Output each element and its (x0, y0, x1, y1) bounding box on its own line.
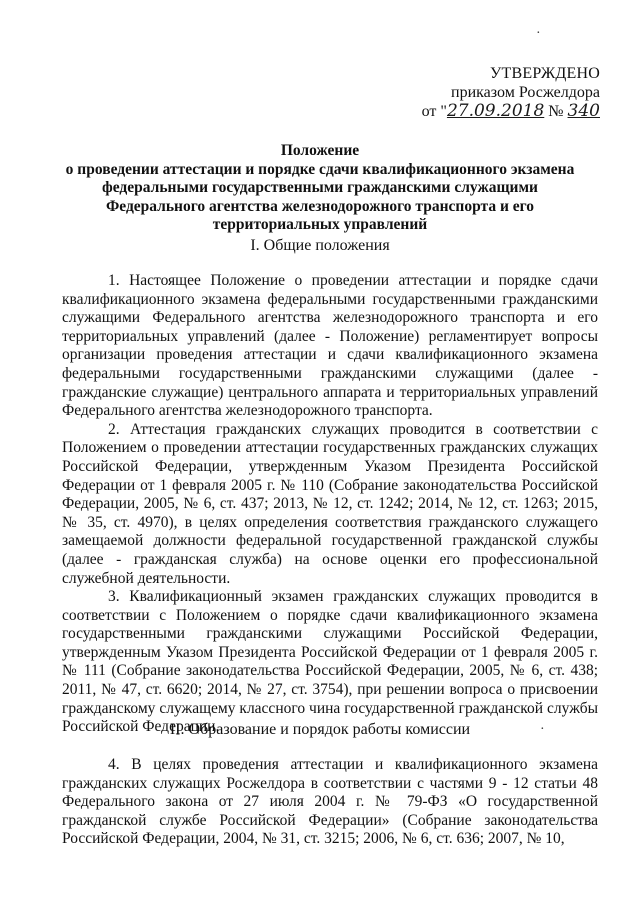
title-line-4: Федерального агентства железнодорожного транспорта и его (105, 197, 535, 215)
title-line-3: федеральными государственными гражданскими служащими (102, 179, 538, 196)
scan-speck: · (540, 722, 545, 737)
handwritten-number: 340 (567, 101, 600, 121)
handwritten-date: 27.09.2018 (446, 101, 545, 121)
number-prefix: № (544, 103, 568, 120)
approval-block (370, 64, 600, 121)
paragraph-2: 2. Аттестация гражданских служащих проводится в соответствии с Положением о проведении аттестации государственных гражданских служащих Российской Федерации, утвержденным Указом Президента Российской Федерации от 1 февраля 2005 г. № 110 (Собрание законодательства Российской Федерации, 2005, № 6, ст. 437; 2013, № 12, ст. 1242; 2014, № 12, ст. 1263; 2015, № 35, ст. 4970), в целях определения соответствия гражданского служащего замещаемой должности федеральной государственной гражданской службы (далее - гражданская служба) на основе оценки его профессиональной служебной деятельности. (62, 420, 598, 587)
section-1-body (62, 272, 598, 737)
approval-issuer: приказом Росжелдора (451, 84, 600, 101)
document-title (40, 142, 600, 235)
title-line-1: Положение (280, 142, 360, 159)
paragraph-3: 3. Квалификационный экзамен гражданских служащих проводится в соответствии с Положением о порядке сдачи квалификационного экзамена государственными гражданскими служащими Российской Федерации, утвержденным Указом Президента Российской Федерации от 1 февраля 2005 г. № 111 (Собрание законодательства Российской Федерации, 2005, № 6, ст. 438; 2011, № 47, ст. 6620; 2014, № 27, ст. 3754), при решении вопроса о присвоении гражданскому служащему классного чина государственной гражданской службы Российской Федерации. (62, 588, 598, 736)
section-heading-1: I. Общие положения (250, 237, 390, 254)
date-prefix: от " (421, 103, 447, 120)
title-line-5: территориальных управлений (212, 216, 428, 233)
paragraph-4: 4. В целях проведения аттестации и квалификационного экзамена гражданских служащих Росжелдора в соответствии с частями 9 - 12 статьи 48 Федерального закона от 27 июля 2004 г. № 79-ФЗ «О государственной гражданской службе Российской Федерации» (Собрание законодательства Российской Федерации, 2004, № 31, ст. 3215; 2006, № 6, ст. 636; 2007, № 10, (62, 756, 598, 848)
paragraph-1: 1. Настоящее Положение о проведении аттестации и порядке сдачи квалификационного экзамена федеральными государственными гражданскими служащими Федерального агентства железнодорожного транспорта и его территориальных управлений (далее - Положение) регламентирует вопросы организации проведения аттестации и сдачи квалификационного экзамена федеральными государственными гражданскими служащими (далее - гражданские служащие) центрального аппарата и территориальных управлений Федерального агентства железнодорожного транспорта. (62, 272, 598, 420)
scan-speck: · (536, 26, 541, 41)
title-line-2: о проведении аттестации и порядке сдачи квалификационного экзамена (65, 160, 575, 178)
section-2-body (62, 756, 598, 849)
approval-date-line (370, 102, 600, 121)
approval-label: УТВЕРЖДЕНО (489, 65, 600, 82)
section-heading-2: II. Образование и порядок работы комиссии (169, 721, 471, 738)
